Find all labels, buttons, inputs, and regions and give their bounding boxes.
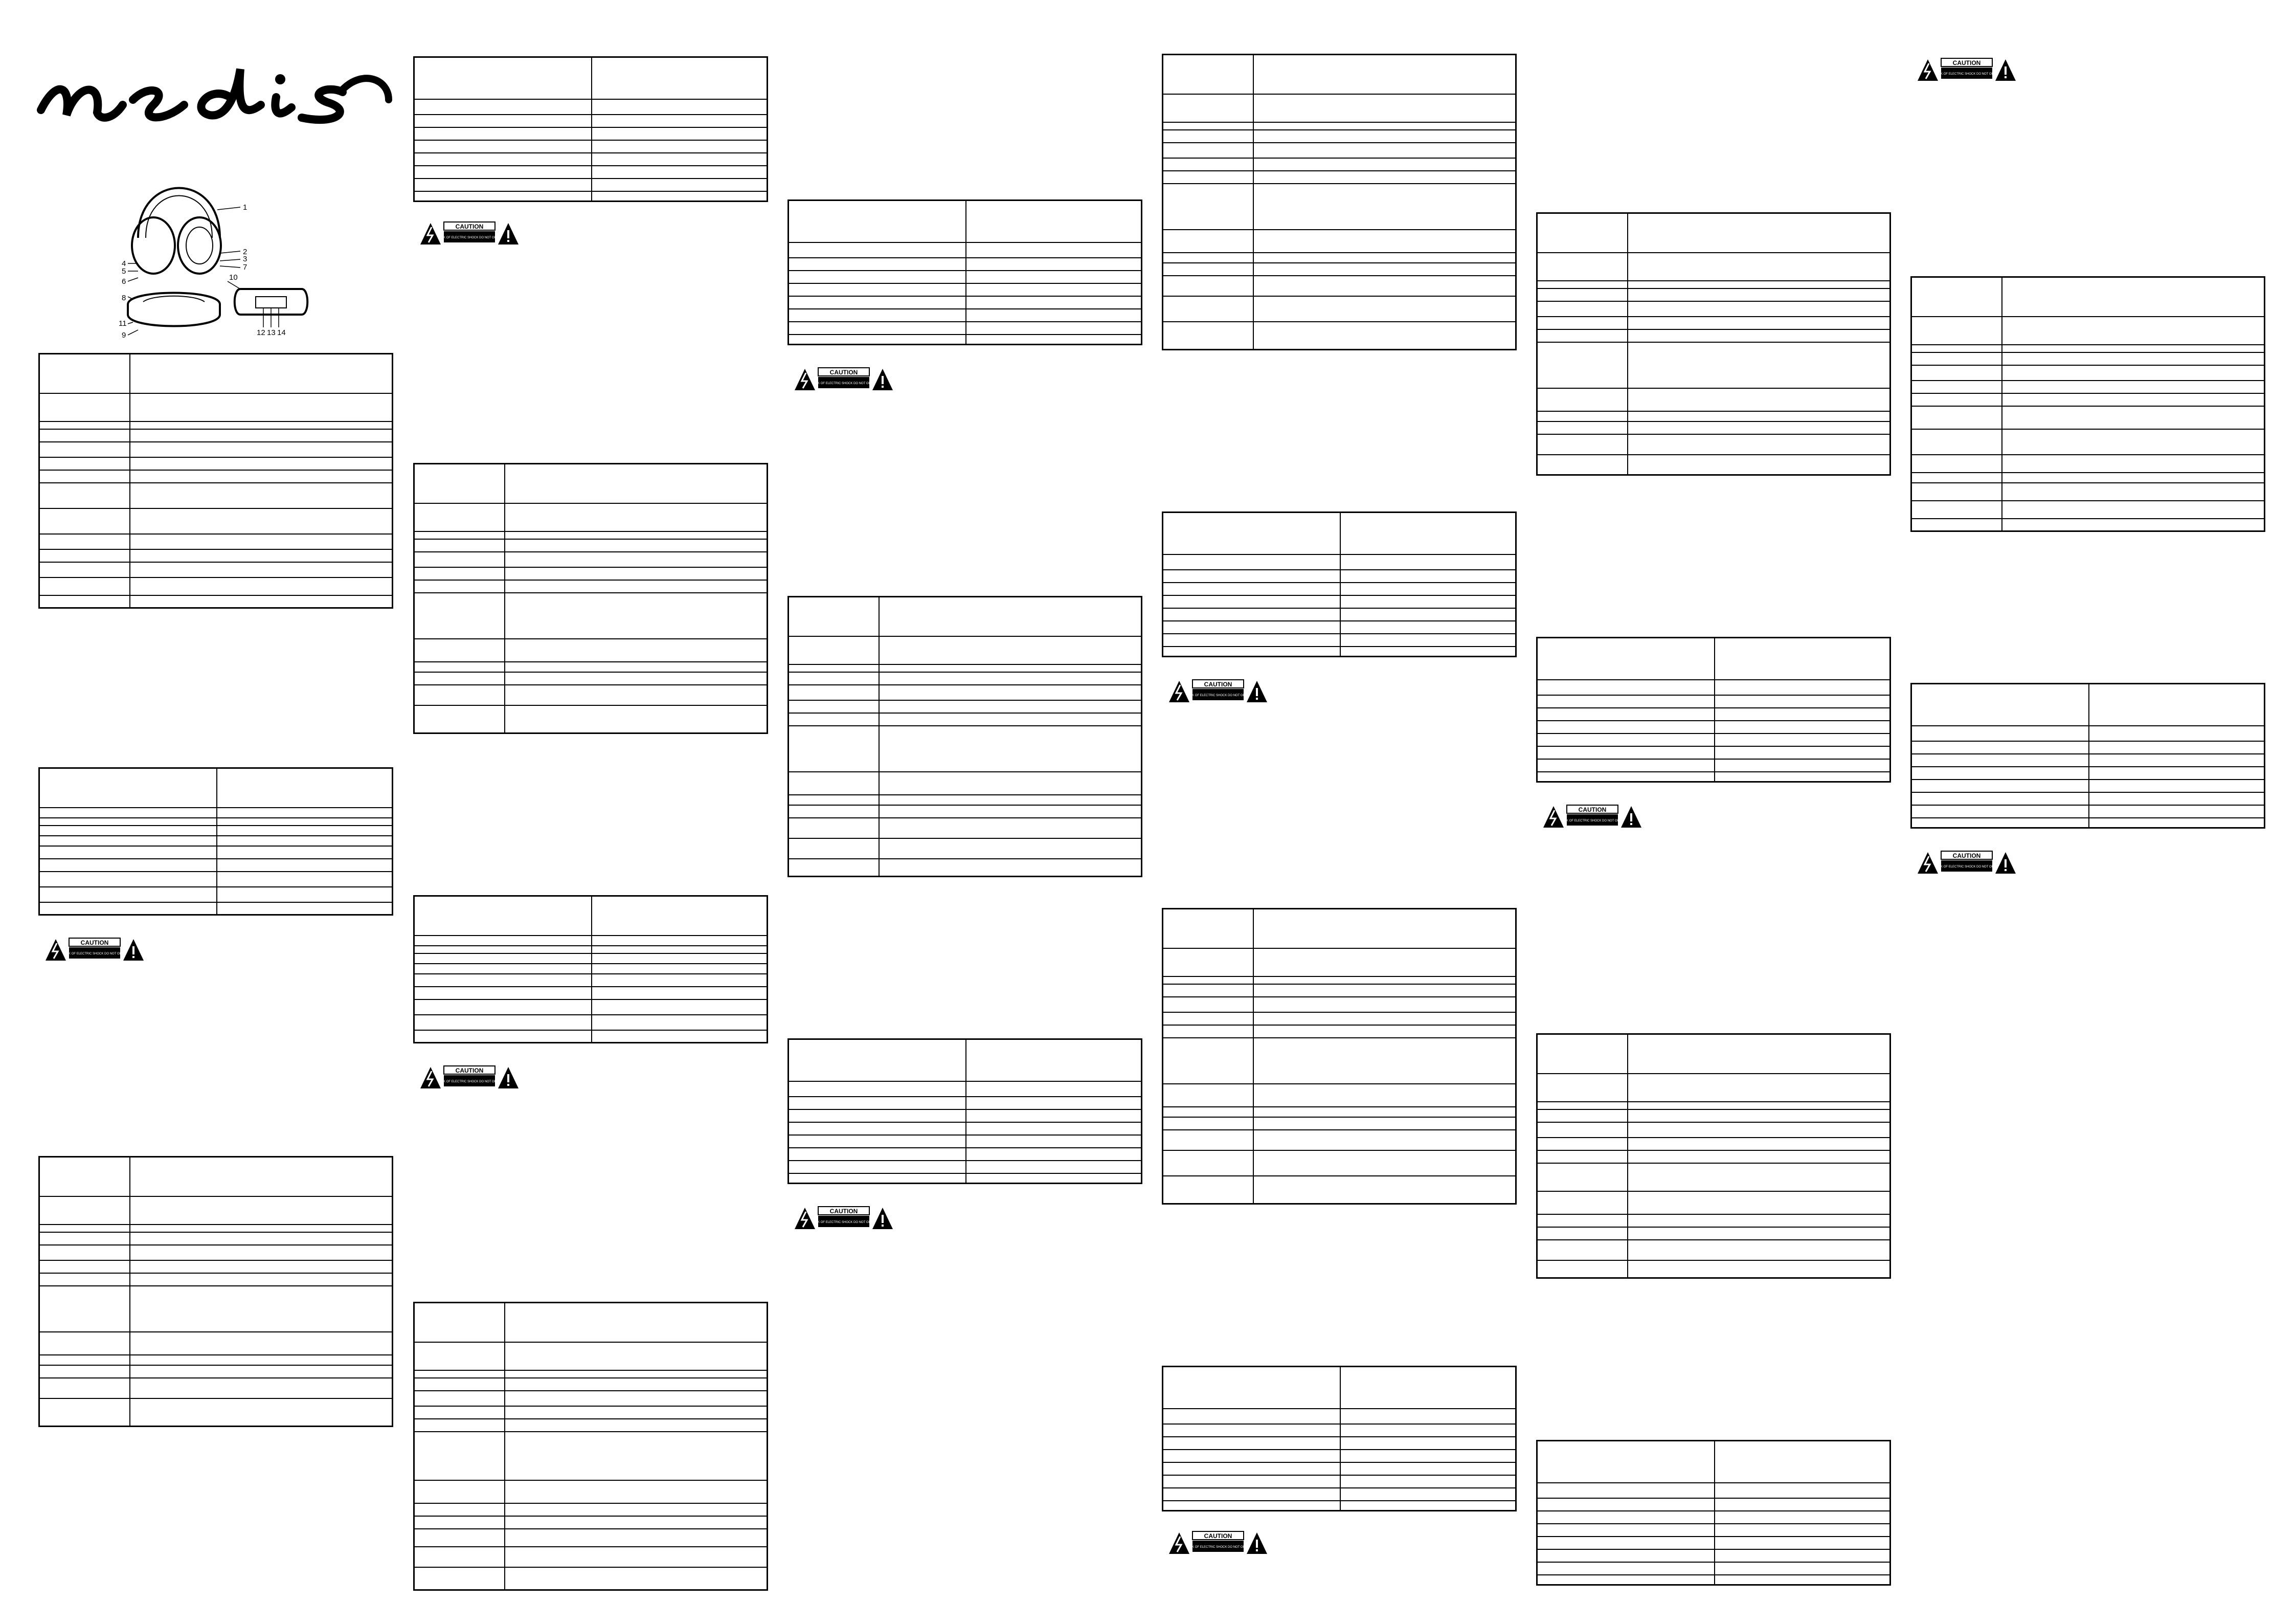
table-row	[1163, 976, 1515, 977]
table-row	[1538, 733, 1889, 734]
table-row	[40, 1354, 392, 1355]
table-row	[40, 835, 392, 836]
table-column-divider	[1340, 513, 1341, 656]
table-row	[415, 99, 767, 100]
table-row	[789, 794, 1141, 795]
table-row	[1163, 1462, 1515, 1463]
table-row	[1538, 421, 1889, 422]
table-row	[1538, 342, 1889, 343]
table-row	[40, 1365, 392, 1366]
table-row	[1538, 1191, 1889, 1192]
table-row	[1163, 321, 1515, 322]
table-row	[1163, 620, 1515, 621]
table-row	[1912, 380, 2264, 381]
table-row	[1163, 1129, 1515, 1130]
table-row	[789, 817, 1141, 818]
callout-10: 10	[229, 273, 238, 282]
table-row	[1538, 1510, 1889, 1511]
table-row	[1163, 554, 1515, 555]
table-row	[1912, 805, 2264, 806]
table-row	[789, 1109, 1141, 1110]
spec-table	[1536, 637, 1891, 783]
table-row	[40, 595, 392, 596]
table-column-divider	[1714, 1441, 1715, 1584]
table-row	[415, 684, 767, 685]
table-row	[40, 902, 392, 903]
table-row	[415, 191, 767, 192]
table-row	[415, 152, 767, 153]
table-row	[1538, 288, 1889, 289]
table-row	[1163, 183, 1515, 184]
table-row	[40, 577, 392, 578]
table-row	[789, 334, 1141, 335]
table-row	[1912, 393, 2264, 394]
table-row	[415, 963, 767, 964]
table-row	[415, 1480, 767, 1481]
table-column-divider	[129, 1158, 130, 1426]
table-row	[415, 945, 767, 946]
table-row	[1912, 779, 2264, 780]
table-row	[1163, 1037, 1515, 1038]
table-row	[1163, 608, 1515, 609]
table-row	[415, 551, 767, 552]
spec-table	[1162, 511, 1517, 657]
table-column-divider	[504, 464, 505, 732]
headphone-diagram	[118, 161, 337, 345]
spec-table	[413, 1302, 768, 1591]
table-row	[415, 705, 767, 706]
spec-table	[38, 353, 393, 609]
table-row	[1163, 1106, 1515, 1107]
svg-text:RISK OF ELECTRIC SHOCK DO NOT: RISK OF ELECTRIC SHOCK DO NOT OPEN	[438, 236, 501, 239]
table-row	[415, 1567, 767, 1568]
table-row	[789, 838, 1141, 839]
spec-table	[1162, 908, 1517, 1205]
table-row	[40, 858, 392, 859]
table-row	[1163, 262, 1515, 263]
table-row	[415, 503, 767, 504]
table-row	[415, 1377, 767, 1378]
table-row	[415, 1546, 767, 1547]
table-row	[415, 567, 767, 568]
table-row	[40, 1232, 392, 1233]
table-row	[1912, 482, 2264, 483]
caution-warning-icon	[1541, 803, 1644, 830]
table-row	[1912, 817, 2264, 818]
table-column-divider	[591, 897, 592, 1042]
table-row	[1912, 518, 2264, 519]
table-row	[789, 805, 1141, 806]
table-column-divider	[591, 58, 592, 201]
table-row	[1163, 595, 1515, 596]
svg-text:CAUTION: CAUTION	[1578, 806, 1607, 813]
callout-13: 13	[267, 328, 276, 337]
table-row	[415, 127, 767, 128]
table-row	[1538, 1549, 1889, 1550]
table-row	[789, 321, 1141, 322]
table-row	[1538, 1214, 1889, 1215]
callout-9: 9	[122, 331, 126, 340]
svg-text:RISK OF ELECTRIC SHOCK DO NOT: RISK OF ELECTRIC SHOCK DO NOT OPEN	[813, 382, 875, 385]
callout-3: 3	[243, 255, 247, 263]
table-row	[789, 636, 1141, 637]
table-row	[1163, 948, 1515, 949]
table-row	[415, 1390, 767, 1391]
table-row	[1538, 252, 1889, 253]
table-row	[40, 1260, 392, 1261]
table-row	[1163, 129, 1515, 130]
table-row	[1538, 695, 1889, 696]
table-row	[1538, 1109, 1889, 1110]
table-column-divider	[216, 769, 217, 914]
table-row	[789, 1173, 1141, 1174]
svg-text:RISK OF ELECTRIC SHOCK DO NOT: RISK OF ELECTRIC SHOCK DO NOT OPEN	[813, 1221, 875, 1224]
table-row	[789, 1134, 1141, 1136]
table-row	[415, 114, 767, 115]
table-row	[1538, 1523, 1889, 1524]
caution-warning-icon	[1916, 56, 2018, 83]
table-row	[1163, 1500, 1515, 1501]
spec-table	[1536, 1440, 1891, 1586]
spec-table	[1536, 1033, 1891, 1279]
table-row	[415, 531, 767, 532]
table-row	[1163, 633, 1515, 634]
caution-warning-icon	[1916, 849, 2018, 876]
table-row	[415, 1418, 767, 1419]
table-row	[1538, 1260, 1889, 1261]
table-row	[1538, 1073, 1889, 1074]
table-row	[1912, 500, 2264, 501]
table-row	[415, 165, 767, 166]
table-row	[1163, 1487, 1515, 1488]
table-row	[1538, 1150, 1889, 1151]
table-column-divider	[965, 201, 966, 344]
table-row	[1538, 1163, 1889, 1164]
table-row	[415, 140, 767, 141]
table-row	[1538, 434, 1889, 435]
table-row	[789, 1096, 1141, 1097]
table-row	[1163, 646, 1515, 647]
table-row	[415, 661, 767, 662]
nedis-logo	[36, 49, 394, 141]
table-row	[40, 393, 392, 394]
spec-table	[1910, 276, 2265, 532]
callout-5: 5	[122, 267, 126, 276]
svg-text:CAUTION: CAUTION	[1952, 852, 1981, 859]
table-row	[789, 257, 1141, 258]
table-row	[1912, 472, 2264, 473]
callout-12: 12	[257, 328, 265, 337]
svg-text:RISK OF ELECTRIC SHOCK DO NOT: RISK OF ELECTRIC SHOCK DO NOT OPEN	[1935, 865, 1998, 869]
table-row	[789, 296, 1141, 297]
table-row	[1912, 365, 2264, 366]
table-column-divider	[1714, 638, 1715, 781]
table-row	[40, 1224, 392, 1225]
table-row	[40, 1377, 392, 1378]
table-column-divider	[965, 1040, 966, 1183]
table-row	[1163, 122, 1515, 123]
table-row	[1163, 229, 1515, 230]
table-row	[1163, 142, 1515, 143]
table-row	[415, 999, 767, 1000]
table-row	[1538, 1574, 1889, 1575]
table-row	[1163, 984, 1515, 985]
table-row	[1538, 388, 1889, 389]
table-row	[1163, 1012, 1515, 1013]
spec-table	[413, 463, 768, 734]
table-row	[40, 871, 392, 872]
table-row	[415, 1528, 767, 1529]
spec-table	[1536, 212, 1891, 476]
table-row	[789, 713, 1141, 714]
table-row	[1163, 1175, 1515, 1176]
svg-text:RISK OF ELECTRIC SHOCK DO NOT: RISK OF ELECTRIC SHOCK DO NOT OPEN	[1935, 73, 1998, 76]
table-row	[1912, 741, 2264, 742]
table-row	[1538, 707, 1889, 708]
table-row	[40, 562, 392, 563]
table-row	[415, 986, 767, 987]
table-row	[1163, 1475, 1515, 1476]
table-row	[789, 1081, 1141, 1082]
table-row	[40, 508, 392, 509]
caution-warning-icon	[1167, 678, 1269, 704]
table-row	[1163, 1408, 1515, 1409]
table-row	[789, 672, 1141, 673]
table-row	[40, 825, 392, 826]
svg-text:CAUTION: CAUTION	[455, 1067, 484, 1074]
svg-text:CAUTION: CAUTION	[80, 939, 109, 946]
svg-text:RISK OF ELECTRIC SHOCK DO NOT: RISK OF ELECTRIC SHOCK DO NOT OPEN	[1187, 694, 1249, 697]
table-row	[1538, 316, 1889, 317]
table-row	[789, 270, 1141, 271]
table-row	[40, 886, 392, 887]
table-row	[1538, 329, 1889, 330]
table-row	[789, 771, 1141, 772]
table-row	[415, 1516, 767, 1517]
table-row	[1912, 454, 2264, 455]
callout-4: 4	[122, 259, 126, 268]
table-column-divider	[1340, 1367, 1341, 1510]
table-column-divider	[129, 354, 130, 607]
table-row	[40, 457, 392, 458]
table-row	[789, 700, 1141, 701]
svg-text:CAUTION: CAUTION	[455, 223, 484, 230]
table-row	[789, 725, 1141, 726]
table-column-divider	[1627, 214, 1628, 474]
svg-text:RISK OF ELECTRIC SHOCK DO NOT: RISK OF ELECTRIC SHOCK DO NOT OPEN	[63, 952, 126, 955]
table-row	[1163, 1423, 1515, 1425]
table-row	[789, 684, 1141, 685]
table-row	[1163, 1083, 1515, 1084]
table-row	[1163, 569, 1515, 570]
callout-6: 6	[122, 277, 126, 286]
table-row	[40, 549, 392, 550]
svg-text:CAUTION: CAUTION	[1952, 59, 1981, 66]
table-row	[415, 672, 767, 673]
callout-2: 2	[243, 248, 247, 256]
spec-table	[38, 767, 393, 916]
table-row	[789, 242, 1141, 243]
table-row	[415, 1014, 767, 1015]
table-row	[789, 1147, 1141, 1148]
table-column-divider	[1253, 909, 1254, 1203]
table-row	[1538, 1122, 1889, 1123]
svg-text:CAUTION: CAUTION	[1204, 1532, 1232, 1540]
table-row	[1163, 1436, 1515, 1437]
caution-warning-icon	[418, 220, 521, 247]
table-row	[1538, 1482, 1889, 1483]
table-row	[1538, 1498, 1889, 1499]
table-row	[1163, 1117, 1515, 1118]
table-row	[1163, 582, 1515, 583]
table-row	[40, 1331, 392, 1332]
table-row	[1163, 275, 1515, 276]
table-row	[1538, 1137, 1889, 1138]
callout-11: 11	[119, 319, 127, 328]
table-row	[1538, 1562, 1889, 1563]
table-row	[789, 1160, 1141, 1161]
table-row	[40, 1398, 392, 1399]
table-row	[415, 1370, 767, 1371]
table-row	[40, 1285, 392, 1286]
table-row	[1163, 1025, 1515, 1026]
table-row	[1538, 1536, 1889, 1537]
callout-14: 14	[277, 328, 286, 337]
table-row	[1912, 753, 2264, 754]
table-column-divider	[2088, 684, 2089, 827]
callout-1: 1	[243, 203, 247, 212]
table-row	[1538, 1239, 1889, 1240]
table-row	[789, 858, 1141, 859]
table-row	[40, 846, 392, 847]
spec-table	[38, 1156, 393, 1427]
spec-table	[1162, 1366, 1517, 1511]
table-row	[415, 1406, 767, 1407]
table-row	[1912, 725, 2264, 726]
table-row	[1538, 720, 1889, 721]
spec-table	[413, 895, 768, 1043]
table-row	[1538, 759, 1889, 760]
caution-warning-icon	[418, 1064, 521, 1091]
table-row	[415, 953, 767, 954]
table-row	[1538, 280, 1889, 281]
table-row	[1163, 94, 1515, 95]
table-row	[415, 1431, 767, 1432]
table-row	[1912, 344, 2264, 345]
spec-table	[413, 56, 768, 202]
table-row	[789, 308, 1141, 309]
table-row	[1538, 771, 1889, 772]
table-row	[1538, 1227, 1889, 1228]
spec-table	[1162, 54, 1517, 350]
svg-text:CAUTION: CAUTION	[1204, 681, 1232, 688]
table-row	[1538, 301, 1889, 302]
table-row	[415, 973, 767, 974]
table-row	[415, 178, 767, 179]
spec-table	[1910, 683, 2265, 829]
table-row	[1163, 170, 1515, 171]
table-row	[415, 1030, 767, 1031]
table-row	[1163, 158, 1515, 159]
spec-table	[787, 1038, 1142, 1184]
svg-text:RISK OF ELECTRIC SHOCK DO NOT: RISK OF ELECTRIC SHOCK DO NOT OPEN	[438, 1080, 501, 1083]
table-row	[40, 1244, 392, 1245]
caution-warning-icon	[1167, 1529, 1269, 1556]
table-row	[415, 592, 767, 593]
table-column-divider	[1253, 55, 1254, 349]
svg-text:CAUTION: CAUTION	[829, 369, 858, 376]
svg-text:RISK OF ELECTRIC SHOCK DO NOT: RISK OF ELECTRIC SHOCK DO NOT OPEN	[1561, 819, 1624, 822]
table-row	[415, 638, 767, 639]
table-row	[1912, 352, 2264, 353]
table-row	[1538, 746, 1889, 747]
table-row	[415, 580, 767, 581]
caution-warning-icon	[793, 1205, 895, 1231]
table-row	[1912, 766, 2264, 767]
table-row	[40, 807, 392, 808]
table-column-divider	[879, 597, 880, 876]
table-row	[1163, 296, 1515, 297]
table-row	[40, 470, 392, 471]
table-row	[40, 533, 392, 535]
table-row	[1538, 454, 1889, 455]
table-row	[1538, 1101, 1889, 1102]
table-row	[1163, 252, 1515, 253]
table-row	[415, 935, 767, 936]
table-row	[40, 817, 392, 818]
table-row	[415, 1342, 767, 1343]
table-column-divider	[1627, 1035, 1628, 1277]
table-row	[40, 441, 392, 442]
table-row	[1912, 792, 2264, 793]
table-column-divider	[504, 1303, 505, 1589]
caution-warning-icon	[43, 936, 146, 963]
table-row	[1538, 679, 1889, 680]
table-row	[1163, 1150, 1515, 1151]
svg-text:CAUTION: CAUTION	[829, 1208, 858, 1215]
table-row	[789, 1122, 1141, 1123]
table-row	[1538, 411, 1889, 412]
spec-table	[787, 199, 1142, 345]
table-row	[40, 1196, 392, 1197]
table-row	[1163, 1449, 1515, 1450]
table-column-divider	[2001, 278, 2002, 530]
table-row	[1163, 996, 1515, 997]
table-row	[415, 1503, 767, 1504]
callout-7: 7	[243, 263, 247, 272]
caution-warning-icon	[793, 366, 895, 392]
table-row	[40, 1273, 392, 1274]
table-row	[1912, 316, 2264, 317]
spec-table	[787, 596, 1142, 877]
table-row	[415, 539, 767, 540]
table-row	[1912, 406, 2264, 407]
callout-8: 8	[122, 294, 126, 302]
table-row	[40, 482, 392, 483]
svg-text:RISK OF ELECTRIC SHOCK DO NOT: RISK OF ELECTRIC SHOCK DO NOT OPEN	[1187, 1546, 1249, 1549]
table-row	[1912, 429, 2264, 430]
table-row	[40, 429, 392, 430]
table-row	[789, 664, 1141, 665]
table-row	[789, 283, 1141, 284]
table-row	[40, 421, 392, 422]
